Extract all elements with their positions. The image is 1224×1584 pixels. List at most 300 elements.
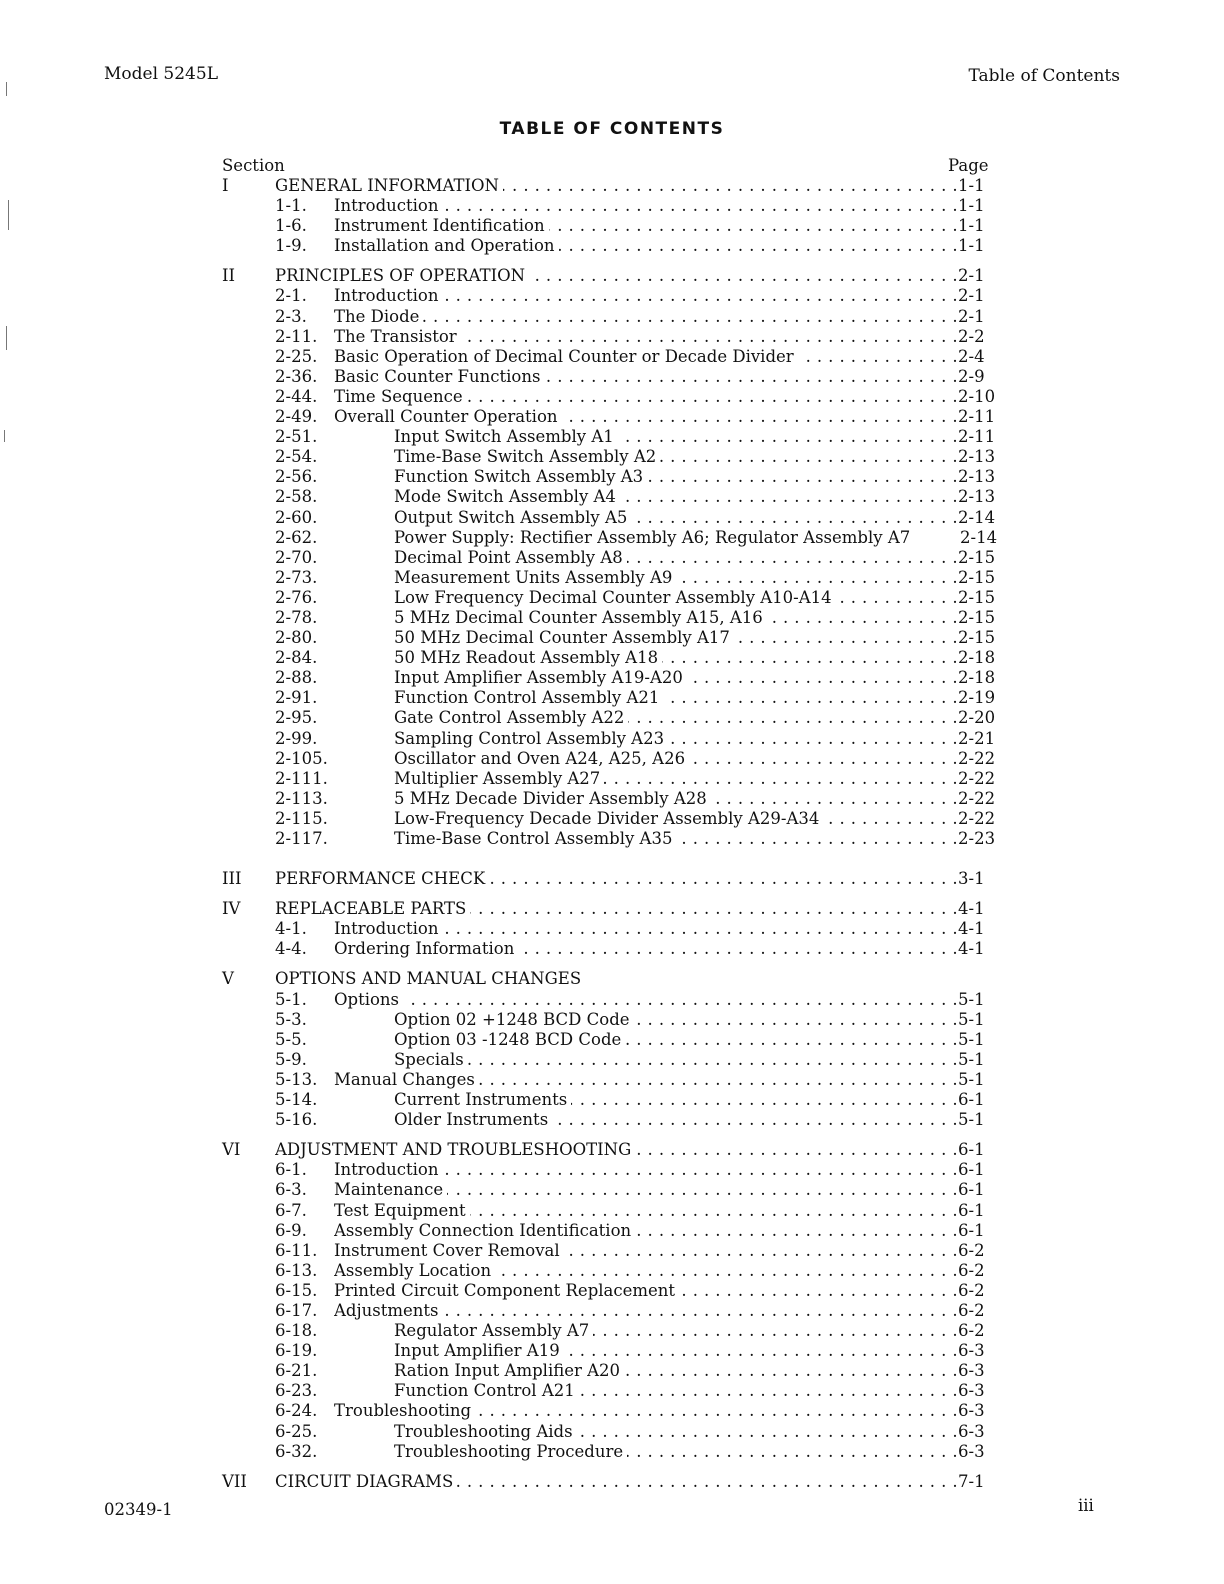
section-page: 1-1	[958, 176, 985, 195]
entry-page: 6-3	[958, 1381, 985, 1401]
entry-label-wrap	[334, 919, 958, 939]
entry-number: 6-18.	[275, 1321, 318, 1341]
entry-label-wrap	[394, 427, 958, 447]
entry-page: 2-14	[958, 507, 996, 527]
entry-label-wrap	[394, 1442, 958, 1462]
toc-entry-row[interactable]	[222, 1361, 1002, 1381]
section-page: 2-1	[958, 266, 985, 286]
entry-number: 5-9.	[275, 1049, 307, 1069]
entry-label-wrap	[394, 688, 958, 708]
toc-entry-row[interactable]	[222, 447, 1002, 467]
entry-label: 5 MHz Decade Divider Assembly A28	[394, 789, 711, 808]
entry-page: 6-3	[958, 1401, 985, 1421]
section-title: GENERAL INFORMATION	[275, 176, 503, 195]
entry-number: 6-21.	[275, 1361, 318, 1381]
section-title-wrap	[275, 869, 958, 889]
header-section-title: Table of Contents	[968, 66, 1120, 86]
entry-page: 2-1	[958, 286, 985, 306]
entry-label: Introduction	[334, 919, 443, 938]
toc-entry-row[interactable]	[222, 1201, 1002, 1221]
entry-number: 4-1.	[275, 919, 307, 939]
entry-label-wrap	[334, 236, 958, 256]
entry-page: 5-1	[958, 1009, 985, 1029]
entry-number: 5-3.	[275, 1009, 307, 1029]
entry-page: 2-15	[958, 587, 996, 607]
entry-page: 1-1	[958, 216, 985, 236]
toc-entry-row[interactable]	[222, 528, 1002, 548]
entry-label: Options	[334, 990, 403, 1009]
entry-page: 2-11	[958, 427, 996, 447]
entry-label: Installation and Operation	[334, 236, 559, 255]
entry-page: 1-1	[958, 196, 985, 216]
toc-entry-row[interactable]	[222, 327, 1002, 347]
toc-entry-row[interactable]	[222, 286, 1002, 306]
entry-page: 6-1	[958, 1180, 985, 1200]
entry-page: 6-1	[958, 1160, 985, 1180]
section-number: IV	[222, 899, 241, 919]
entry-number: 6-24.	[275, 1401, 318, 1421]
entry-number: 2-80.	[275, 628, 318, 648]
entry-label: Input Switch Assembly A1	[394, 427, 618, 446]
entry-page: 6-2	[958, 1300, 985, 1320]
toc-section-row[interactable]	[222, 899, 1002, 919]
entry-page: 2-1	[958, 306, 985, 326]
entry-number: 5-14.	[275, 1090, 318, 1110]
toc-section-row[interactable]	[222, 266, 1002, 286]
toc-entry-row[interactable]	[222, 749, 1002, 769]
toc-section-row[interactable]	[222, 1472, 1002, 1492]
entry-label-wrap	[334, 990, 958, 1010]
entry-number: 2-105.	[275, 748, 328, 768]
toc-entry-row[interactable]	[222, 487, 1002, 507]
toc-entry-row[interactable]	[222, 1110, 1002, 1130]
entry-page: 6-3	[958, 1361, 985, 1381]
entry-label: Current Instruments	[394, 1090, 571, 1109]
entry-number: 6-15.	[275, 1280, 318, 1300]
entry-page: 5-1	[958, 1110, 985, 1130]
section-spacer	[222, 849, 1002, 869]
entry-label-wrap	[394, 1050, 958, 1070]
entry-page: 6-1	[958, 1090, 985, 1110]
entry-number: 2-11.	[275, 326, 318, 346]
entry-label: Older Instruments	[394, 1110, 552, 1129]
entry-label: Troubleshooting Procedure	[394, 1442, 627, 1461]
toc-entry-row[interactable]	[222, 307, 1002, 327]
entry-page: 2-13	[958, 447, 996, 467]
toc-entry-row[interactable]	[222, 729, 1002, 749]
toc-entry-row[interactable]	[222, 919, 1002, 939]
column-header-page: Page	[948, 156, 989, 175]
entry-number: 6-3.	[275, 1180, 307, 1200]
entry-page: 2-13	[958, 487, 996, 507]
entry-label-wrap	[394, 729, 958, 749]
entry-page: 2-18	[958, 648, 996, 668]
entry-label: Adjustments	[334, 1301, 442, 1320]
entry-page: 5-1	[958, 989, 985, 1009]
entry-number: 2-76.	[275, 587, 318, 607]
toc-section-row[interactable]	[222, 869, 1002, 889]
entry-label-wrap	[394, 769, 958, 789]
section-title-wrap	[275, 176, 958, 196]
entry-label: Instrument Identification	[334, 216, 549, 235]
toc-entry-row[interactable]	[222, 1422, 1002, 1442]
toc-entry-row[interactable]	[222, 1221, 1002, 1241]
toc-entry-row[interactable]	[222, 1381, 1002, 1401]
entry-label: Ordering Information	[334, 939, 518, 958]
entry-label: Introduction	[334, 196, 443, 215]
entry-label-wrap	[334, 1261, 958, 1281]
entry-page: 2-13	[958, 467, 996, 487]
section-page: 4-1	[958, 899, 985, 919]
entry-label-wrap	[394, 608, 958, 628]
entry-page: 2-15	[958, 607, 996, 627]
toc-section-row[interactable]	[222, 1140, 1002, 1160]
column-header-section: Section	[222, 156, 285, 175]
entry-page: 1-1	[958, 236, 985, 256]
entry-label-wrap	[394, 1422, 958, 1442]
entry-label-wrap	[334, 196, 958, 216]
toc-entry-row[interactable]	[222, 1401, 1002, 1421]
entry-number: 6-25.	[275, 1421, 318, 1441]
toc-entry-row[interactable]	[222, 367, 1002, 387]
toc-entry-row[interactable]	[222, 1180, 1002, 1200]
toc-entry-row[interactable]	[222, 1301, 1002, 1321]
entry-number: 1-6.	[275, 216, 307, 236]
section-title: OPTIONS AND MANUAL CHANGES	[275, 969, 585, 988]
entry-page: 2-9	[958, 366, 985, 386]
toc-entry-row[interactable]	[222, 216, 1002, 236]
entry-label-wrap	[334, 1401, 958, 1421]
toc-entry-row[interactable]	[222, 1241, 1002, 1261]
entry-label: Input Amplifier Assembly A19-A20	[394, 668, 687, 687]
entry-label: Function Control Assembly A21	[394, 688, 663, 707]
section-page: 6-1	[958, 1140, 985, 1160]
entry-label: Function Switch Assembly A3	[394, 467, 647, 486]
entry-label-wrap	[334, 307, 958, 327]
entry-label-wrap	[334, 347, 958, 367]
entry-page: 2-14	[960, 527, 998, 547]
entry-label-wrap	[394, 467, 958, 487]
scan-artifact	[4, 430, 5, 442]
entry-label: Input Amplifier A19	[394, 1341, 564, 1360]
entry-number: 6-23.	[275, 1381, 318, 1401]
footer-page-number: iii	[1078, 1496, 1094, 1515]
entry-page: 2-22	[958, 768, 996, 788]
entry-page: 5-1	[958, 1049, 985, 1069]
toc-entry-row[interactable]	[222, 1341, 1002, 1361]
entry-label-wrap	[394, 809, 958, 829]
entry-number: 2-54.	[275, 447, 318, 467]
scan-artifact	[6, 82, 7, 96]
entry-page: 6-2	[958, 1280, 985, 1300]
toc-entry-row[interactable]	[222, 347, 1002, 367]
toc-entry-row[interactable]	[222, 688, 1002, 708]
toc-entry-row[interactable]	[222, 809, 1002, 829]
entry-label-wrap	[334, 1221, 958, 1241]
toc-entry-row[interactable]	[222, 1160, 1002, 1180]
section-title-wrap	[275, 1140, 958, 1160]
entry-label-wrap	[394, 829, 958, 849]
entry-number: 2-95.	[275, 708, 318, 728]
entry-label: Mode Switch Assembly A4	[394, 487, 620, 506]
toc-entry-row[interactable]	[222, 467, 1002, 487]
entry-label: Measurement Units Assembly A9	[394, 568, 676, 587]
entry-label: 50 MHz Decimal Counter Assembly A17	[394, 628, 734, 647]
toc-entry-row[interactable]	[222, 1030, 1002, 1050]
entry-label-wrap	[394, 528, 958, 548]
toc-entry-row[interactable]	[222, 508, 1002, 528]
toc-entry-row[interactable]	[222, 789, 1002, 809]
entry-label: Decimal Point Assembly A8	[394, 548, 627, 567]
scan-artifact	[8, 200, 9, 230]
scan-artifact	[6, 326, 7, 350]
entry-label-wrap	[334, 367, 958, 387]
footer-doc-number: 02349-1	[104, 1500, 173, 1519]
entry-number: 6-19.	[275, 1341, 318, 1361]
entry-page: 6-3	[958, 1421, 985, 1441]
entry-page: 6-1	[958, 1200, 985, 1220]
entry-label-wrap	[334, 1241, 958, 1261]
entry-label: Low-Frequency Decade Divider Assembly A29-A34	[394, 809, 823, 828]
entry-label: Time-Base Control Assembly A35	[394, 829, 676, 848]
toc-entry-row[interactable]	[222, 1070, 1002, 1090]
header-model: Model 5245L	[104, 64, 218, 84]
toc-entry-row[interactable]	[222, 427, 1002, 447]
toc-entry-row[interactable]	[222, 608, 1002, 628]
entry-label: Time-Base Switch Assembly A2	[394, 447, 660, 466]
entry-page: 5-1	[958, 1029, 985, 1049]
entry-number: 6-1.	[275, 1160, 307, 1180]
entry-label: Introduction	[334, 286, 443, 305]
entry-label-wrap	[334, 1301, 958, 1321]
entry-label: Output Switch Assembly A5	[394, 508, 631, 527]
entry-number: 2-70.	[275, 547, 318, 567]
entry-label: Instrument Cover Removal	[334, 1241, 564, 1260]
entry-page: 6-2	[958, 1321, 985, 1341]
toc-entry-row[interactable]	[222, 668, 1002, 688]
entry-number: 6-7.	[275, 1200, 307, 1220]
toc-entry-row[interactable]	[222, 548, 1002, 568]
entry-page: 6-2	[958, 1260, 985, 1280]
entry-label-wrap	[394, 708, 958, 728]
entry-number: 2-56.	[275, 467, 318, 487]
toc-entry-row[interactable]	[222, 1281, 1002, 1301]
entry-label-wrap	[394, 1341, 958, 1361]
entry-number: 2-60.	[275, 507, 318, 527]
toc-entry-row[interactable]	[222, 648, 1002, 668]
entry-page: 2-22	[958, 808, 996, 828]
section-number: V	[222, 969, 234, 989]
entry-number: 5-16.	[275, 1110, 318, 1130]
entry-label: Basic Counter Functions	[334, 367, 544, 386]
entry-page: 2-10	[958, 386, 996, 406]
entry-number: 6-9.	[275, 1220, 307, 1240]
entry-page: 6-3	[958, 1341, 985, 1361]
entry-number: 2-1.	[275, 286, 307, 306]
toc-entry-row[interactable]	[222, 236, 1002, 256]
entry-label: 5 MHz Decimal Counter Assembly A15, A16	[394, 608, 767, 627]
page-title: TABLE OF CONTENTS	[499, 119, 725, 139]
entry-label: Multiplier Assembly A27	[394, 769, 604, 788]
entry-label-wrap	[394, 628, 958, 648]
entry-number: 2-49.	[275, 407, 318, 427]
entry-label-wrap	[334, 327, 958, 347]
entry-label-wrap	[394, 1010, 958, 1030]
section-spacer	[222, 959, 1002, 969]
entry-label-wrap	[334, 1201, 958, 1221]
entry-number: 6-17.	[275, 1300, 318, 1320]
entry-number: 1-1.	[275, 196, 307, 216]
entry-number: 2-36.	[275, 366, 318, 386]
toc-entry-row[interactable]	[222, 568, 1002, 588]
entry-label: Troubleshooting	[334, 1401, 475, 1420]
entry-number: 6-11.	[275, 1240, 318, 1260]
entry-number: 5-1.	[275, 989, 307, 1009]
toc-entry-row[interactable]	[222, 829, 1002, 849]
entry-number: 2-3.	[275, 306, 307, 326]
entry-number: 2-111.	[275, 768, 328, 788]
entry-number: 5-5.	[275, 1029, 307, 1049]
toc-entry-row[interactable]	[222, 1261, 1002, 1281]
section-spacer	[222, 256, 1002, 266]
section-title-wrap	[275, 969, 958, 989]
toc-section-row[interactable]	[222, 176, 1002, 196]
entry-number: 2-117.	[275, 829, 328, 848]
entry-label-wrap	[394, 1030, 958, 1050]
entry-label-wrap	[394, 789, 958, 809]
toc-entry-row[interactable]	[222, 1321, 1002, 1341]
entry-number: 2-113.	[275, 788, 328, 808]
entry-number: 2-91.	[275, 688, 318, 708]
entry-label: Oscillator and Oven A24, A25, A26	[394, 749, 689, 768]
entry-page: 4-1	[958, 919, 985, 939]
entry-label: Introduction	[334, 1160, 443, 1179]
entry-label: Assembly Connection Identification	[334, 1221, 635, 1240]
entry-number: 5-13.	[275, 1069, 318, 1089]
section-number: VI	[222, 1140, 241, 1160]
entry-label: Regulator Assembly A7	[394, 1321, 593, 1340]
entry-label: Sampling Control Assembly A23	[394, 729, 668, 748]
entry-label-wrap	[394, 447, 958, 467]
section-spacer	[222, 1462, 1002, 1472]
toc-entry-row[interactable]	[222, 1050, 1002, 1070]
entry-label-wrap	[334, 387, 958, 407]
entry-page: 2-23	[958, 829, 996, 848]
entry-label-wrap	[334, 216, 958, 236]
entry-label: Test Equipment	[334, 1201, 470, 1220]
entry-page: 4-1	[958, 939, 985, 959]
section-title-wrap	[275, 899, 958, 919]
entry-number: 2-84.	[275, 648, 318, 668]
entry-page: 2-11	[958, 407, 996, 427]
entry-number: 6-32.	[275, 1441, 318, 1461]
entry-page: 6-2	[958, 1240, 985, 1260]
entry-label: Option 02 +1248 BCD Code	[394, 1010, 634, 1029]
entry-label: Option 03 -1248 BCD Code	[394, 1030, 625, 1049]
toc-entry-row[interactable]	[222, 196, 1002, 216]
entry-page: 6-3	[958, 1441, 985, 1461]
entry-label-wrap	[334, 1160, 958, 1180]
entry-label-wrap	[394, 1090, 958, 1110]
entry-label: Troubleshooting Aids	[394, 1422, 577, 1441]
entry-label-wrap	[394, 1381, 958, 1401]
entry-label: Specials	[394, 1050, 468, 1069]
entry-label-wrap	[394, 1110, 958, 1130]
entry-label-wrap	[394, 568, 958, 588]
entry-number: 2-78.	[275, 607, 318, 627]
entry-label: Overall Counter Operation	[334, 407, 562, 426]
section-title: PERFORMANCE CHECK	[275, 869, 489, 888]
toc-entry-row[interactable]	[222, 628, 1002, 648]
section-title: REPLACEABLE PARTS	[275, 899, 470, 918]
entry-number: 2-99.	[275, 728, 318, 748]
entry-label: Assembly Location	[334, 1261, 495, 1280]
entry-page: 2-19	[958, 688, 996, 708]
toc-entry-row[interactable]	[222, 407, 1002, 427]
entry-label: Manual Changes	[334, 1070, 479, 1089]
entry-label: Gate Control Assembly A22	[394, 708, 628, 727]
entry-page: 6-1	[958, 1220, 985, 1240]
entry-label-wrap	[334, 939, 958, 959]
entry-number: 2-44.	[275, 386, 318, 406]
entry-label: 50 MHz Readout Assembly A18	[394, 648, 662, 667]
entry-number: 2-51.	[275, 427, 318, 447]
section-number: VII	[222, 1471, 247, 1491]
entry-page: 2-15	[958, 628, 996, 648]
toc-entry-row[interactable]	[222, 769, 1002, 789]
entry-label: Basic Operation of Decimal Counter or Decade Divider	[334, 347, 798, 366]
toc-list	[222, 176, 1002, 1492]
toc-entry-row[interactable]	[222, 387, 1002, 407]
toc-entry-row[interactable]	[222, 588, 1002, 608]
entry-page: 2-21	[958, 728, 996, 748]
section-title: ADJUSTMENT AND TROUBLESHOOTING	[275, 1140, 635, 1159]
entry-label-wrap	[394, 1321, 958, 1341]
entry-page: 2-2	[958, 326, 985, 346]
toc-section-row[interactable]	[222, 969, 1002, 989]
section-title-wrap	[275, 1472, 958, 1492]
entry-label-wrap	[334, 286, 958, 306]
entry-page: 2-22	[958, 748, 996, 768]
entry-number: 1-9.	[275, 236, 307, 256]
toc-entry-row[interactable]	[222, 708, 1002, 728]
entry-label: Power Supply: Rectifier Assembly A6; Regulator Assembly A7	[394, 528, 914, 547]
toc-entry-row[interactable]	[222, 1090, 1002, 1110]
toc-entry-row[interactable]	[222, 1010, 1002, 1030]
entry-label-wrap	[394, 588, 958, 608]
section-number: I	[222, 176, 229, 195]
entry-label-wrap	[394, 648, 958, 668]
entry-label: The Transistor	[334, 327, 461, 346]
entry-page: 5-1	[958, 1069, 985, 1089]
section-page: 7-1	[958, 1471, 985, 1491]
entry-number: 2-62.	[275, 527, 318, 547]
toc-entry-row[interactable]	[222, 990, 1002, 1010]
entry-label: Maintenance	[334, 1180, 447, 1199]
entry-label: Ration Input Amplifier A20	[394, 1361, 624, 1380]
entry-label: Low Frequency Decimal Counter Assembly A10-A14	[394, 588, 836, 607]
section-number: II	[222, 266, 236, 286]
entry-page: 2-22	[958, 788, 996, 808]
entry-number: 2-25.	[275, 346, 318, 366]
toc-entry-row[interactable]	[222, 939, 1002, 959]
entry-label-wrap	[394, 508, 958, 528]
entry-label-wrap	[394, 1361, 958, 1381]
entry-number: 2-73.	[275, 567, 318, 587]
toc-entry-row[interactable]	[222, 1442, 1002, 1462]
entry-page: 2-15	[958, 567, 996, 587]
entry-number: 2-88.	[275, 668, 318, 688]
